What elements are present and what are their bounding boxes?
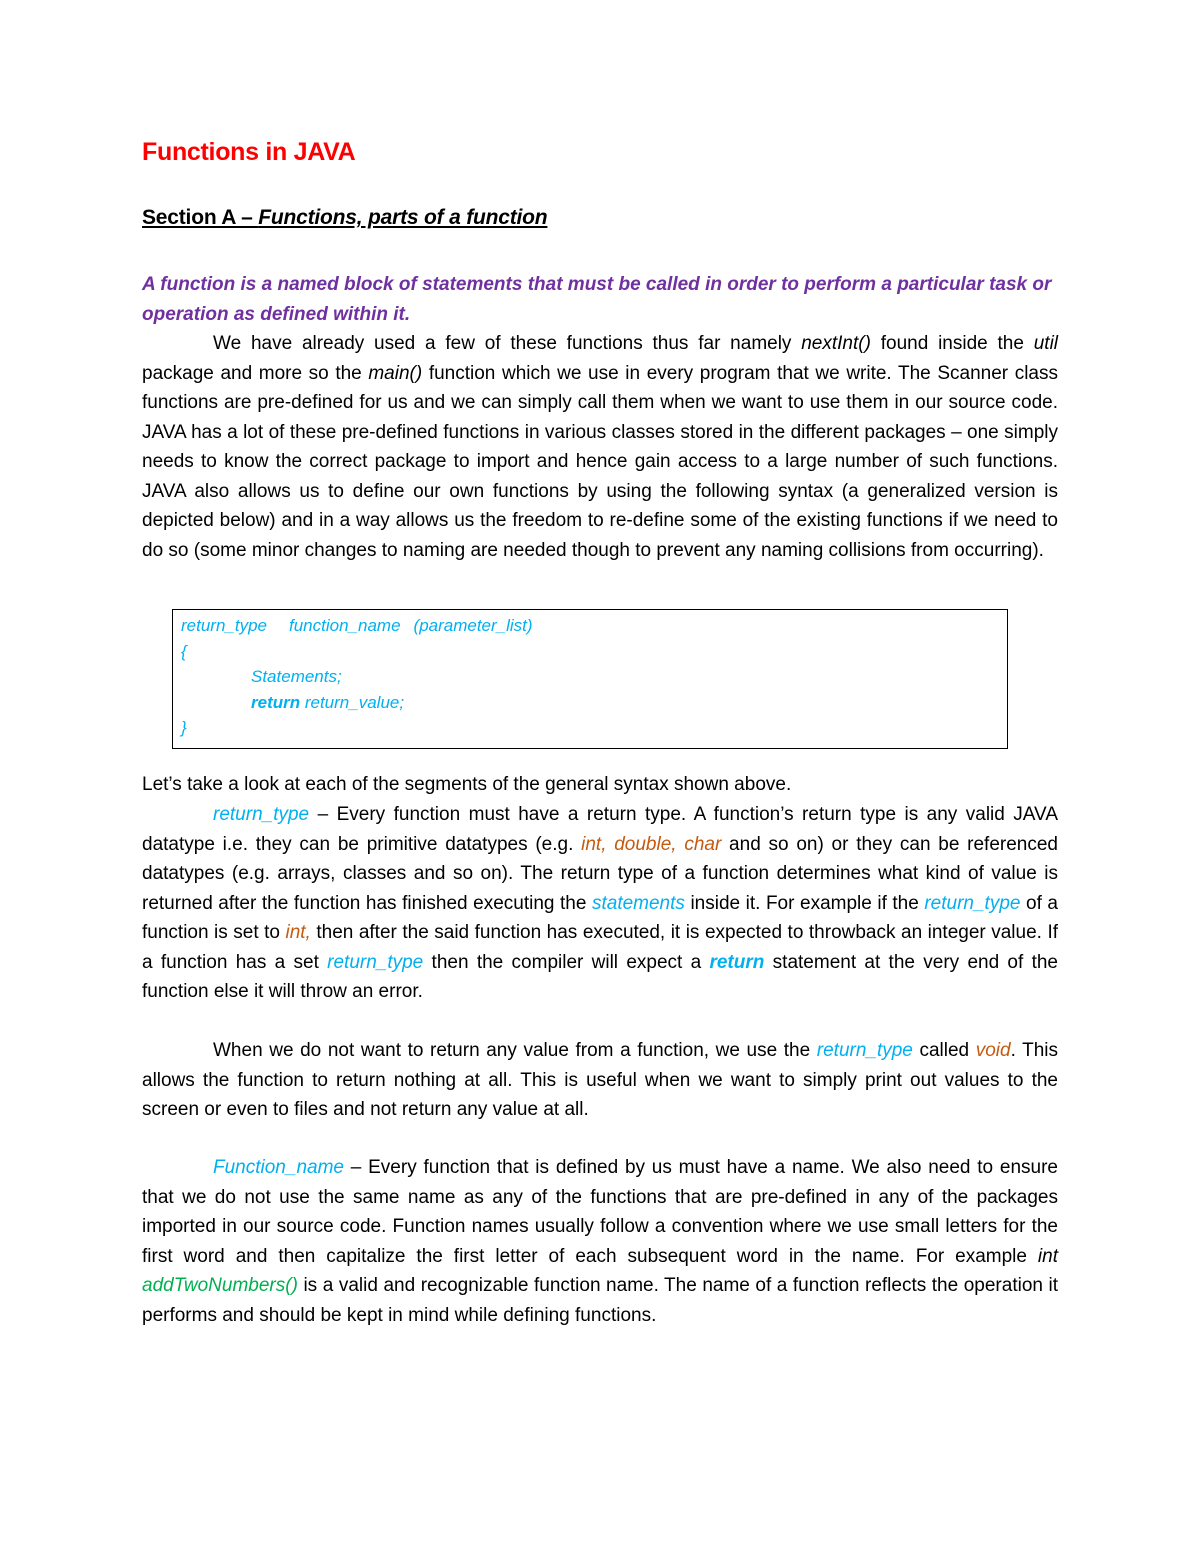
function-name-paragraph: Function_name – Every function that is defined by us must have a name. We also need to ensure that we do not use the same name as any of the functions that are pre-defined in any of the packages imported in our source code. Function names usually follow a convention where we use small letters for the first word and then capitalize the first letter of each subsequent word in the name. For example int addTwoNumbers() is a valid and recognizable function name. The name of a function reflects the operation it performs and should be kept in mind while defining functions. bbox=[142, 1157, 1058, 1326]
code-return-type: return_type bbox=[181, 616, 267, 635]
code-return-value: return_value; bbox=[300, 693, 405, 712]
function-definition: A function is a named block of statements that must be called in order to perform a particular task or operation as defined within it. bbox=[142, 274, 1052, 325]
section-heading-italic: Functions, parts of a function bbox=[258, 206, 548, 229]
code-function-name: function_name bbox=[289, 616, 401, 635]
section-heading bbox=[142, 206, 547, 230]
code-statements: Statements; bbox=[251, 667, 342, 686]
return-type-paragraph: return_type – Every function must have a return type. A function’s return type is any valid JAVA datatype i.e. they can be primitive datatypes (e.g. int, double, char and so on) or they can be referenced datatypes (e.g. arrays, classes and so on). The return type of a function determines what kind of value is returned after the function has finished executing the statements inside it. For example if the return_type of a function is set to int, then after the said function has executed, it is expected to throwback an integer value. If a function has a set return_type then the compiler will expect a return statement at the very end of the function else it will throw an error. bbox=[142, 804, 1059, 1002]
code-parameter-list: (parameter_list) bbox=[413, 616, 533, 635]
code-open-brace: { bbox=[181, 642, 187, 661]
section-heading-prefix: Section A – bbox=[142, 206, 259, 229]
code-return-keyword: return bbox=[251, 693, 301, 712]
code-close-brace: } bbox=[181, 718, 187, 737]
syntax-code-box bbox=[172, 609, 1008, 749]
page-title: Functions in JAVA bbox=[142, 138, 356, 166]
util-ref: util bbox=[1033, 333, 1059, 354]
void-paragraph: When we do not want to return any value from a function, we use the return_type called void. This allows the function to return nothing at all. This is useful when we want to simply print out values to the screen or even to files and not return any value at all. bbox=[142, 1040, 1059, 1120]
nextint-ref: nextInt() bbox=[801, 333, 871, 354]
main-ref: main() bbox=[368, 362, 423, 384]
intro-paragraph: We have already used a few of these functions thus far namely nextInt() found inside the util package and more so the main() function which we use in every program that we write. The Scanner class functions are pre-defined for us and we can simply call them when we want to use them in our source code. JAVA has a lot of these pre-defined functions in various classes stored in the different packages – one simply needs to know the correct package to import and hence gain access to a large number of such functions. JAVA also allows us to define our own functions by using the following syntax (a generalized version is depicted below) and in a way allows us the freedom to re-define some of the existing functions if we need to do so (some minor changes to naming are needed though to prevent any naming collisions from occurring). bbox=[142, 333, 1059, 561]
segments-intro: Let’s take a look at each of the segments of the general syntax shown above. bbox=[142, 774, 792, 795]
